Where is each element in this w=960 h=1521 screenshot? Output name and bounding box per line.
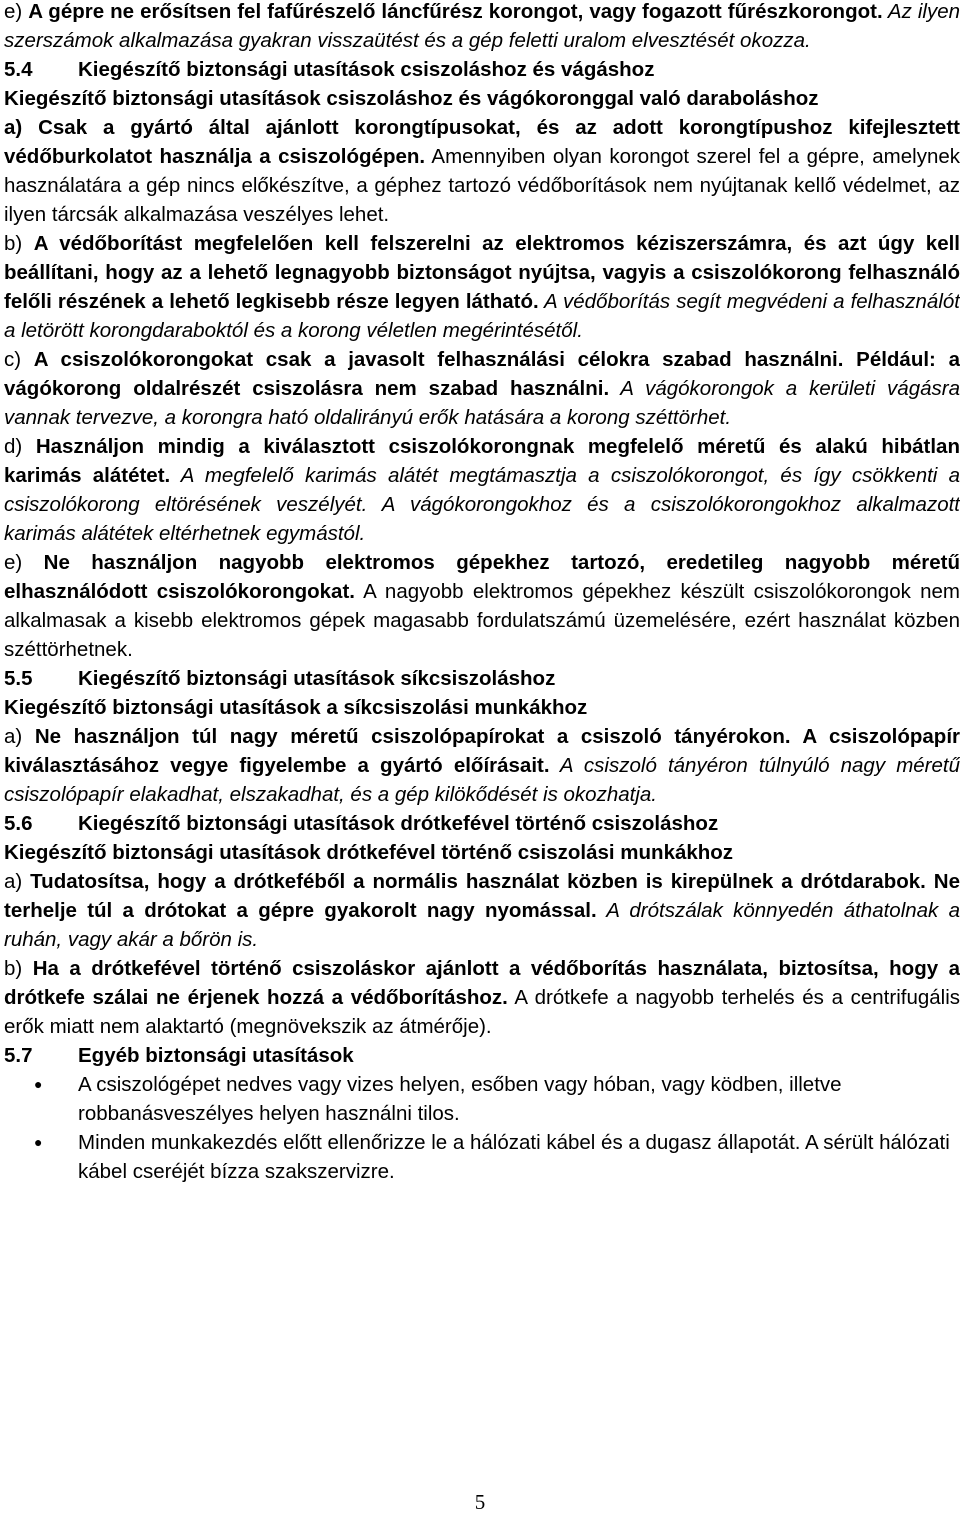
section-5-6-heading [4, 809, 960, 838]
explanation-italic: A megfelelő karimás alátét megtámasztja a csiszolókorongot, és így csökkenti a csiszolókorong eltörésének veszélyét. A vágókorongokhoz és a csiszolókorongokhoz alkalmazott karimás alátétek eltérhetnek egymástól. [4, 464, 960, 545]
section-title: Egyéb biztonsági utasítások [78, 1044, 354, 1067]
list-item-text: Minden munkakezdés előtt ellenőrizze le a hálózati kábel és a dugasz állapotát. A sérült hálózati kábel cseréjét bízza szakszervizre. [78, 1131, 950, 1183]
item-letter: e) [4, 551, 44, 574]
explanation-italic: A védőborítás segít megvédeni a felhasználót a letörött korongdaraboktól és a korong véletlen megérintésétől. [4, 290, 960, 342]
section-title: Kiegészítő biztonsági utasítások drótkefével történő csiszoláshoz [78, 812, 719, 835]
paragraph-5-4-e [4, 548, 960, 664]
warning-bold: Használjon mindig a kiválasztott csiszolókorongnak megfelelő méretű és alakú hibátlan karimás alátétet. [4, 435, 960, 487]
explanation-italic: A vágókorongok a kerületi vágásra vannak tervezve, a korongra ható oldalirányú erők hatására a korong széttörhet. [4, 377, 960, 429]
other-instructions-list [4, 1070, 960, 1186]
warning-bold: A védőborítást megfelelően kell felszerelni az elektromos kéziszerszámra, és azt úgy kell beállítani, hogy az a lehető legnagyobb biztonságot nyújtsa, vagyis a csiszolókorong felhasználó felőli részének a lehető legkisebb része legyen látható. [4, 232, 960, 313]
section-5-4-heading [4, 55, 960, 84]
item-letter: a) [4, 725, 35, 748]
warning-bold: A gépre ne erősítsen fel fafűrészelő láncfűrész korongot, vagy fogazott fűrészkorongot. [28, 0, 883, 23]
paragraph-5-4-c [4, 345, 960, 432]
section-number: 5.5 [4, 667, 33, 690]
warning-bold: Ha a drótkefével történő csiszoláskor ajánlott a védőborítás használata, biztosítsa, hogy a drótkefe szálai ne érjenek hozzá a védőborításhoz. [4, 957, 960, 1009]
section-number: 5.7 [4, 1044, 33, 1067]
explanation-text: A nagyobb elektromos gépekhez készült csiszolókorongok nem alkalmasak a kisebb elektromos gépek magasabb fordulatszámú üzemelésére, ezért használat közben széttörhetnek. [4, 580, 960, 661]
warning-bold: A csiszolókorongokat csak a javasolt felhasználási célokra szabad használni. Például: a vágókorong oldalrészét csiszolásra nem szabad használni. [4, 348, 960, 400]
warning-bold: Tudatosítsa, hogy a drótkeféből a normális használat közben is kirepülnek a drótdarabok. Ne terhelje túl a drótokat a gépre gyakorolt nagy nyomással. [4, 870, 960, 922]
explanation-text: Amennyiben olyan korongot szerel fel a gépre, amelynek használatára a gép nincs előkészítve, a géphez tartozó védőborítások nem nyújtanak kellő védelmet, az ilyen tárcsák alkalmazása veszélyes lehet. [4, 145, 960, 226]
warning-bold: Ne használjon túl nagy méretű csiszolópapírokat a csiszoló tányérokon. A csiszolópapír kiválasztásához vegye figyelembe a gyártó előírásait. [4, 725, 960, 777]
paragraph-e-saw-chain [4, 0, 960, 55]
section-5-5-heading [4, 664, 960, 693]
document-body [4, 0, 960, 1186]
section-title: Kiegészítő biztonsági utasítások csiszoláshoz és vágáshoz [78, 58, 655, 81]
item-letter: d) [4, 435, 36, 458]
bullet-dot-icon: ● [34, 1134, 43, 1150]
explanation-italic: A drótszálak könnyedén áthatolnak a ruhán, vagy akár a bőrön is. [4, 899, 960, 951]
section-number: 5.6 [4, 812, 33, 835]
item-letter: e) [4, 0, 29, 23]
paragraph-5-6-a [4, 867, 960, 954]
paragraph-5-4-d [4, 432, 960, 548]
item-letter: a) [4, 870, 31, 893]
section-number: 5.4 [4, 58, 33, 81]
item-letter: b) [4, 232, 34, 255]
paragraph-5-6-b [4, 954, 960, 1041]
paragraph-5-4-a [4, 113, 960, 229]
section-5-4-subtitle: Kiegészítő biztonsági utasítások csiszoláshoz és vágókoronggal való daraboláshoz [4, 87, 819, 110]
section-5-6-subtitle: Kiegészítő biztonsági utasítások drótkefével történő csiszolási munkákhoz [4, 841, 734, 864]
bullet-dot-icon: ● [34, 1076, 43, 1092]
item-letter: b) [4, 957, 33, 980]
paragraph-5-4-b [4, 229, 960, 345]
explanation-italic: Az ilyen szerszámok alkalmazása gyakran visszaütést és a gép feletti uralom elvesztését okozza. [4, 0, 960, 52]
section-5-7-heading [4, 1041, 960, 1070]
warning-bold: Ne használjon nagyobb elektromos gépekhez tartozó, eredetileg nagyobb méretű elhasználódott csiszolókorongokat. [4, 551, 960, 603]
explanation-italic: A csiszoló tányéron túlnyúló nagy méretű csiszolópapír elakadhat, elszakadhat, és a gép kilökődését is okozhatja. [4, 754, 960, 806]
explanation-text: A drótkefe a nagyobb terhelés és a centrifugális erők miatt nem alaktartó (megnövekszik az átmérője). [4, 986, 960, 1038]
list-item-text: A csiszológépet nedves vagy vizes helyen, esőben vagy hóban, vagy ködben, illetve robbanásveszélyes helyen használni tilos. [78, 1073, 842, 1125]
warning-bold: a) Csak a gyártó által ajánlott korongtípusokat, és az adott korongtípushoz kifejlesztett védőburkolatot használja a csiszológépen. [4, 116, 960, 168]
paragraph-5-5-a [4, 722, 960, 809]
section-5-5-subtitle: Kiegészítő biztonsági utasítások a síkcsiszolási munkákhoz [4, 696, 588, 719]
item-letter: c) [4, 348, 34, 371]
section-title: Kiegészítő biztonsági utasítások síkcsiszoláshoz [78, 667, 556, 690]
page-number: 5 [474, 1490, 486, 1514]
list-item [4, 1128, 960, 1186]
list-item [4, 1070, 960, 1128]
